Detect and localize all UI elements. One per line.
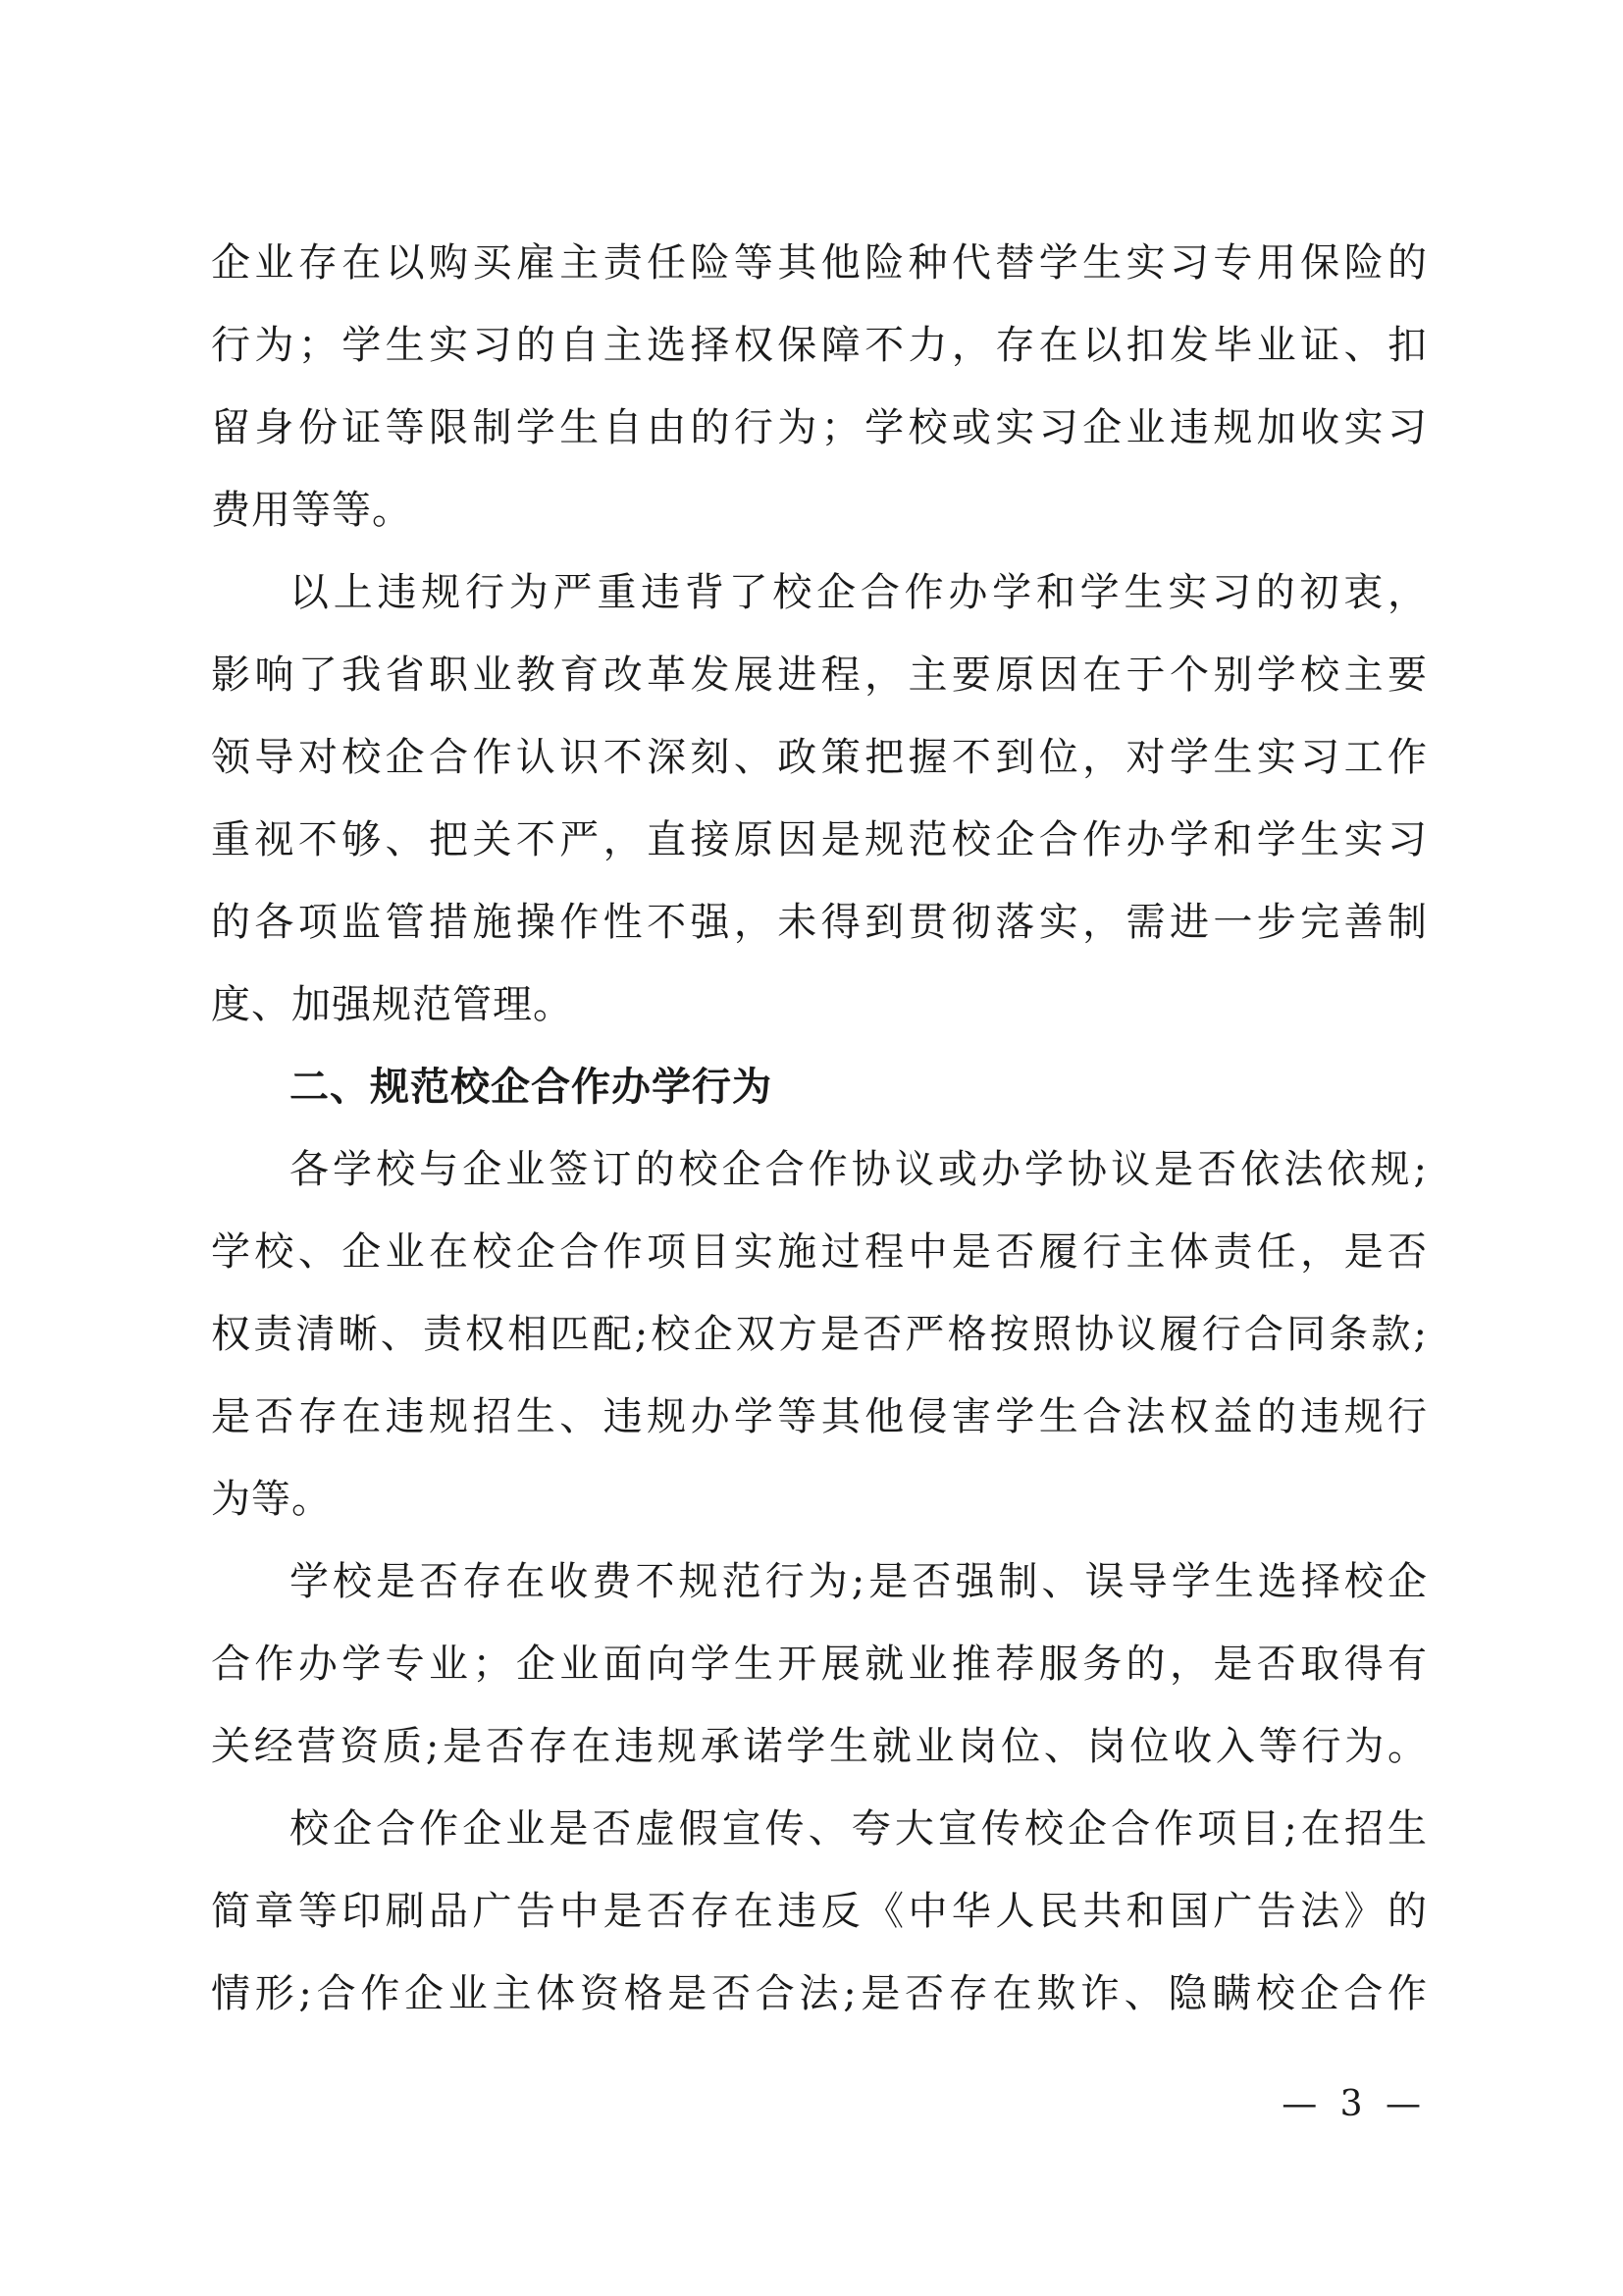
paragraph-first-line: 以上违规行为严重违背了校企合作办学和学生实习的初衷，	[289, 570, 1428, 615]
text-line: 合作办学专业；企业面向学生开展就业推荐服务的，是否取得有	[211, 1642, 1428, 1687]
text-line: 度、加强规范管理。	[211, 982, 573, 1027]
paragraph-first-line: 学校是否存在收费不规范行为;是否强制、误导学生选择校企	[289, 1559, 1428, 1604]
text-line: 影响了我省职业教育改革发展进程，主要原因在于个别学校主要	[211, 652, 1428, 698]
text-line: 重视不够、把关不严，直接原因是规范校企合作办学和学生实习	[211, 817, 1428, 862]
text-line: 留身份证等限制学生自由的行为；学校或实习企业违规加收实习	[211, 405, 1428, 450]
text-line: 行为；学生实习的自主选择权保障不力，存在以扣发毕业证、扣	[211, 323, 1428, 368]
text-line: 是否存在违规招生、违规办学等其他侵害学生合法权益的违规行	[211, 1394, 1428, 1439]
page-number: — 3 —	[1282, 2084, 1427, 2124]
text-line: 企业存在以购买雇主责任险等其他险种代替学生实习专用保险的	[211, 240, 1428, 286]
text-line: 关经营资质;是否存在违规承诺学生就业岗位、岗位收入等行为。	[211, 1724, 1428, 1769]
text-line: 领导对校企合作认识不深刻、政策把握不到位，对学生实习工作	[211, 735, 1428, 780]
text-line: 学校、企业在校企合作项目实施过程中是否履行主体责任，是否	[211, 1229, 1428, 1275]
paragraph-first-line: 校企合作企业是否虚假宣传、夸大宣传校企合作项目;在招生	[289, 1806, 1428, 1852]
text-line: 的各项监管措施操作性不强，未得到贯彻落实，需进一步完善制	[211, 900, 1428, 945]
paragraph-first-line: 各学校与企业签订的校企合作协议或办学协议是否依法依规;	[289, 1147, 1428, 1192]
text-line: 权责清晰、责权相匹配;校企双方是否严格按照协议履行合同条款;	[211, 1312, 1428, 1357]
section-heading: 二、规范校企合作办学行为	[289, 1065, 772, 1110]
text-line: 为等。	[211, 1477, 332, 1522]
text-line: 情形;合作企业主体资格是否合法;是否存在欺诈、隐瞒校企合作	[211, 1971, 1428, 2016]
text-line: 费用等等。	[211, 488, 412, 533]
text-line: 简章等印刷品广告中是否存在违反《中华人民共和国广告法》的	[211, 1889, 1428, 1934]
